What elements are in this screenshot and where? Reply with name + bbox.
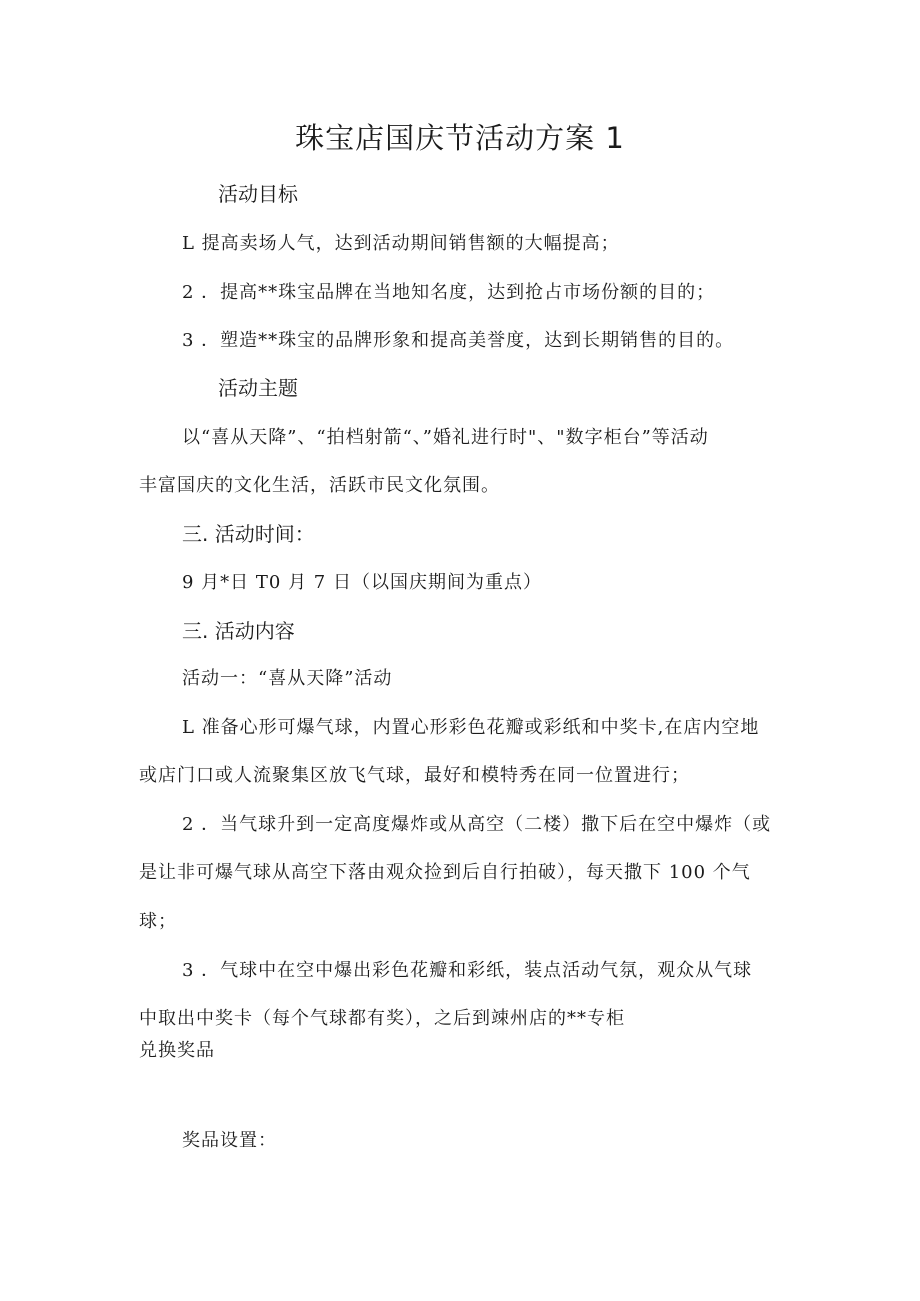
activity-para-3-line-1: 3 ．气球中在空中爆出彩色花瓣和彩纸，装点活动气氛，观众从气球 [182, 960, 753, 981]
theme-text-line-2: 丰富国庆的文化生活，活跃市民文化氛围。 [139, 475, 500, 496]
section-heading-goals: 活动目标 [218, 182, 298, 206]
section-heading-time: 三. 活动时间： [182, 522, 315, 546]
activity-para-1-line-2: 或店门口或人流聚集区放飞气球，最好和模特秀在同一位置进行； [139, 765, 690, 786]
activity-para-1-line-1: L 准备心形可爆气球，内置心形彩色花瓣或彩纸和中奖卡,在店内空地 [182, 717, 760, 738]
document-title: 珠宝店国庆节活动方案 1 [295, 121, 625, 155]
goal-item-3: 3 ．塑造**珠宝的品牌形象和提高美誉度，达到长期销售的目的。 [182, 330, 735, 351]
activity-para-2-line-3: 球； [139, 911, 177, 932]
section-heading-theme: 活动主题 [218, 376, 298, 400]
activity-title: 活动一：“喜从天降”活动 [182, 668, 393, 689]
prizes-label: 奖品设置： [182, 1130, 277, 1151]
activity-para-2-line-2: 是让非可爆气球从高空下落由观众捡到后自行拍破），每天撒下 100 个气 [139, 862, 751, 883]
section-heading-content: 三. 活动内容 [182, 619, 295, 643]
goal-item-1: L 提高卖场人气，达到活动期间销售额的大幅提高； [182, 233, 620, 254]
activity-para-2-line-1: 2 ．当气球升到一定高度爆炸或从高空（二楼）撒下后在空中爆炸（或 [182, 814, 772, 835]
goal-item-2: 2 ．提高**珠宝品牌在当地知名度，达到抢占市场份额的目的； [182, 282, 716, 303]
activity-para-3-line-2: 中取出中奖卡（每个气球都有奖），之后到竦州店的**专柜 [139, 1008, 625, 1029]
activity-para-3-line-3: 兑换奖品 [139, 1040, 215, 1061]
time-text: 9 月*日 T0 月 7 日（以国庆期间为重点） [182, 572, 542, 593]
theme-text-line-1: 以“喜从天降”、“拍档射箭“、”婚礼进行时"、"数字柜台”等活动 [182, 427, 709, 448]
